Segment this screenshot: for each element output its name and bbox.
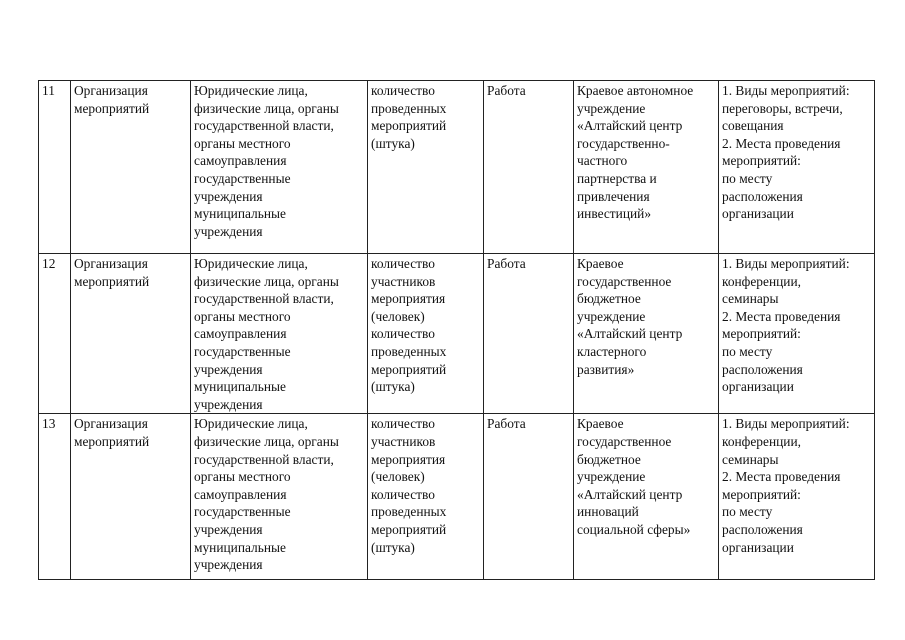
services-table bbox=[38, 80, 875, 580]
institution-cell: Краевое автономное учреждение «Алтайский центр государственно- частного партнерства и привлечения инвестиций» bbox=[574, 81, 719, 254]
conditions-cell: 1. Виды мероприятий: конференции, семинары 2. Места проведения мероприятий: по месту расположения организации bbox=[719, 414, 875, 580]
table-row bbox=[39, 81, 875, 254]
indicator-cell: количество участников мероприятия (человек) количество проведенных мероприятий (штука) bbox=[368, 254, 484, 414]
type-cell: Работа bbox=[484, 254, 574, 414]
conditions-cell: 1. Виды мероприятий: конференции, семинары 2. Места проведения мероприятий: по месту расположения организации bbox=[719, 254, 875, 414]
type-cell: Работа bbox=[484, 414, 574, 580]
institution-cell: Краевое государственное бюджетное учреждение «Алтайский центр инноваций социальной сферы» bbox=[574, 414, 719, 580]
table-row bbox=[39, 414, 875, 580]
institution-cell: Краевое государственное бюджетное учреждение «Алтайский центр кластерного развития» bbox=[574, 254, 719, 414]
consumers-cell: Юридические лица, физические лица, органы государственной власти, органы местного самоуправления государственные учреждения муниципальные учреждения bbox=[191, 254, 368, 414]
consumers-cell: Юридические лица, физические лица, органы государственной власти, органы местного самоуправления государственные учреждения муниципальные учреждения bbox=[191, 414, 368, 580]
indicator-cell: количество участников мероприятия (человек) количество проведенных мероприятий (штука) bbox=[368, 414, 484, 580]
row-number-cell: 12 bbox=[39, 254, 71, 414]
type-cell: Работа bbox=[484, 81, 574, 254]
consumers-cell: Юридические лица, физические лица, органы государственной власти, органы местного самоуправления государственные учреждения муниципальные учреждения bbox=[191, 81, 368, 254]
row-number-cell: 13 bbox=[39, 414, 71, 580]
conditions-cell: 1. Виды мероприятий: переговоры, встречи, совещания 2. Места проведения мероприятий: по месту расположения организации bbox=[719, 81, 875, 254]
service-name-cell: Организация мероприятий bbox=[71, 414, 191, 580]
row-number-cell: 11 bbox=[39, 81, 71, 254]
table-row bbox=[39, 254, 875, 414]
service-name-cell: Организация мероприятий bbox=[71, 254, 191, 414]
service-name-cell: Организация мероприятий bbox=[71, 81, 191, 254]
indicator-cell: количество проведенных мероприятий (штука) bbox=[368, 81, 484, 254]
